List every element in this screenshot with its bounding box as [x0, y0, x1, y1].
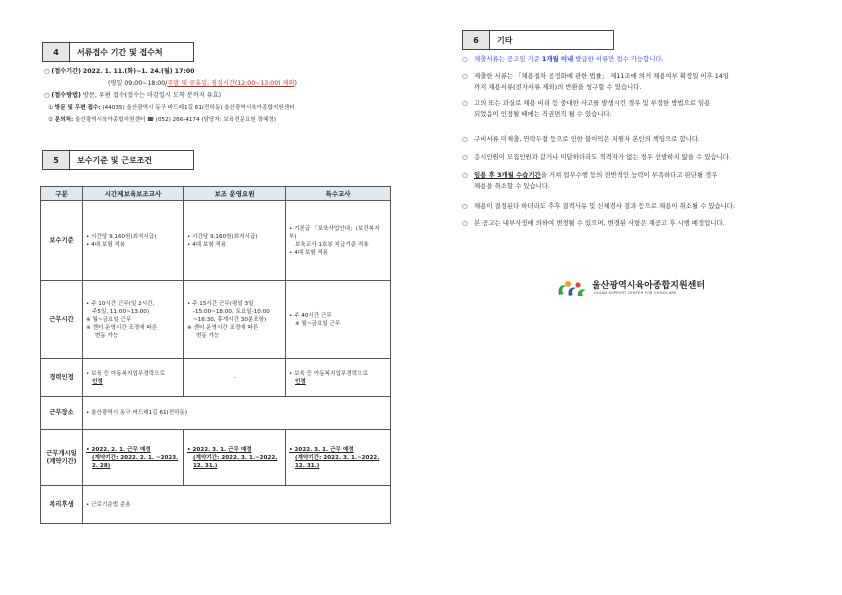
- row-label: [41, 430, 83, 486]
- cell: [286, 201, 391, 281]
- cell-text: 주5일, 11:00~13:00): [92, 308, 150, 315]
- note-item: ○ 구비서류 미제출, 연락두절 등으로 인한 불이익은 지원자 본인의 책임으로 합니다.: [462, 134, 802, 145]
- cell: [184, 201, 286, 281]
- cell-text: ※ 센터 운영시간 조정에 따른: [187, 324, 259, 331]
- section-title: 기타: [497, 35, 513, 45]
- note-text: 채용이 결정된다 하더라도 추후 결격사유 및 신체검사 결과 등으로 채용이 취소될 수 있습니다.: [474, 202, 735, 210]
- logo-mark-icon: [556, 278, 590, 300]
- note-text: 고의 또는 과실로 채용 비리 등 중대한 사고를 발생시킨 경우 및 부정한 방법으로 임용: [474, 99, 711, 107]
- table-header-row: [41, 187, 391, 201]
- cell-text: (계약기간: 2022. 3. 1.~2022.: [295, 454, 380, 461]
- cell-text: • 4대 보험 적용: [187, 241, 282, 249]
- visit-label: 방문 및 우편 접수:: [54, 105, 101, 111]
- cell-text: ※ 월~금요일 근무: [86, 316, 132, 323]
- note-emphasis: 임용 후 3개월 수습기간: [474, 171, 541, 179]
- hours-line: [108, 79, 297, 88]
- cell: [184, 430, 286, 486]
- cell-text: 12. 31.): [193, 462, 218, 469]
- row-label-text: 근무개시일: [46, 449, 77, 457]
- method-label: (접수방법): [51, 92, 81, 99]
- section-title: 서류접수 기간 및 접수처: [77, 47, 163, 57]
- section-number: 5: [43, 151, 70, 169]
- col-header: 구분: [41, 187, 83, 201]
- cell-text: • 4대 보험 적용: [289, 249, 387, 257]
- cell: [286, 430, 391, 486]
- table-row-start: [41, 430, 391, 486]
- note-item: ○ 제출한 서류는 「채용절차 공정화에 관한 법률」 제11조에 의거 채용여부 확정일 이후 14일 까지 채용서류(전자서류 제외)의 반환을 청구할 수 있습니다.: [462, 71, 802, 92]
- table-row-place: [41, 397, 391, 430]
- note-item: ○ 임용 후 3개월 수습기간을 거쳐 업무수행 등의 전반적인 능력이 부족하다고 판단될 경우 채용을 취소할 수 있습니다.: [462, 170, 802, 191]
- section-4-header: [42, 42, 194, 62]
- note-text: 본 공고는 내부사정에 의하여 변경될 수 있으며, 변경된 사항은 재공고 후 시행 예정입니다.: [474, 219, 725, 227]
- note-text: 발급한 서류만 접수 가능합니다.: [573, 55, 664, 63]
- section-6-header: [462, 30, 614, 50]
- method-value: 방문, 우편 접수(접수는 마감일시 도착 분까지 유효): [82, 92, 222, 99]
- note-emphasis: 1개월 이내: [541, 55, 574, 63]
- note-text: 구비서류 미제출, 연락두절 등으로 인한 불이익은 지원자 본인의 책임으로 합니다.: [474, 135, 701, 143]
- note-text: 까지 채용서류(전자서류 제외)의 반환을 청구할 수 있습니다.: [474, 82, 642, 91]
- col-header: 시간제보육보조교사: [83, 187, 184, 201]
- cell-text: • 2022. 2. 1. 근무 예정: [86, 446, 180, 454]
- cell-text: 12. 31.): [295, 462, 320, 469]
- table-row-hours: [41, 281, 391, 359]
- visit-value: (44035) 울산광역시 동구 바드래1길 61(전하동) 울산광역시육아종합지원센터: [102, 105, 295, 111]
- cell-text: (계약기간: 2022. 2. 1. ~2023.: [92, 454, 179, 461]
- note-item: ○ 고의 또는 과실로 채용 비리 등 중대한 사고를 발생시킨 경우 및 부정한 방법으로 임용 되었음이 인정될 때에는 직권면직 될 수 있습니다.: [462, 98, 802, 119]
- section-number: 4: [43, 43, 70, 61]
- cell-text: • 주 40시간 근무: [289, 312, 387, 320]
- cell-text: • 시간당 9,160원(최저시급): [86, 233, 180, 241]
- cell-text: • 주 15시간 근무(평일 3일: [187, 300, 282, 308]
- cell: [286, 359, 391, 397]
- cell-text: -15:00~18:00, 토요일-10:00: [193, 308, 270, 315]
- col-header: 특수교사: [286, 187, 391, 201]
- cell-text: • 시간당 9,160원(최저시급): [187, 233, 282, 241]
- method-line: ○ (접수방법) 방문, 우편 접수(접수는 마감일시 도착 분까지 유효): [44, 92, 222, 99]
- col-header: 보조 운영요원: [184, 187, 286, 201]
- section-title: 보수기준 및 근로조건: [77, 155, 153, 165]
- note-text: 채용을 취소할 수 있습니다.: [474, 181, 551, 190]
- table-row-pay: [41, 201, 391, 281]
- cell-text: 2. 28): [92, 462, 111, 469]
- note-text: 제출한 서류는 「채용절차 공정화에 관한 법률」 제11조에 의거 채용여부 확정일 이후 14일: [474, 72, 730, 80]
- inquiry-line: ② 문의처: 울산광역시육아종합지원센터 ☎ (052) 266-4174 (담당자: 보육전문요원 장혜정): [48, 117, 276, 123]
- cell-text: 인정: [92, 378, 103, 385]
- cell-text: ※ 센터 운영시간 조정에 따른: [86, 324, 158, 331]
- cell: [83, 359, 184, 397]
- cell: [83, 486, 391, 524]
- cell-text: • 보육 등 아동복지업무경력으로: [289, 370, 387, 378]
- cell: [184, 281, 286, 359]
- cell-text: • 주 10시간 근무(일 2시간,: [86, 300, 180, 308]
- hours-close: ): [294, 80, 297, 87]
- visit-line: ① 방문 및 우편 접수: (44035) 울산광역시 동구 바드래1길 61(전하동) 울산광역시육아종합지원센터: [48, 105, 295, 111]
- cell-text: ※ 월~금요일 근무: [295, 320, 341, 327]
- cell-text: • 보육 등 아동복지업무경력으로: [86, 370, 180, 378]
- row-label: 복리후생: [41, 486, 83, 524]
- note-text: 되었음이 인정될 때에는 직권면직 될 수 있습니다.: [474, 109, 612, 118]
- cell-text: • 근로기준법 준용: [86, 502, 131, 508]
- note-item: ○ 제출서류는 공고일 기준 1개월 이내 발급한 서류만 접수 가능합니다.: [462, 55, 664, 63]
- section-5-header: [42, 150, 194, 170]
- row-label: 근무장소: [41, 397, 83, 430]
- cell-text: • 울산광역시 동구 바드래1길 61(전하동): [86, 410, 187, 416]
- logo-name-en: ULSAN SUPPORT CENTER FOR CHILDCARE: [594, 291, 677, 295]
- row-label: 보수기준: [41, 201, 83, 281]
- note-item: ○ 본 공고는 내부사정에 의하여 변경될 수 있으며, 변경된 사항은 재공고 후 시행 예정입니다.: [462, 218, 802, 229]
- note-item: ○ 채용이 결정된다 하더라도 추후 결격사유 및 신체검사 결과 등으로 채용이 취소될 수 있습니다.: [462, 201, 802, 212]
- cell-text: (계약기간: 2022. 3. 1.~2022.: [193, 454, 278, 461]
- row-label: 경력인정: [41, 359, 83, 397]
- cell: [83, 430, 184, 486]
- cell-text: 변동 가능: [95, 332, 119, 339]
- inquiry-label: 문의처:: [54, 117, 74, 123]
- note-text: 응시인원이 모집인원과 같거나 미달하더라도 적격자가 없는 경우 선발하지 않을 수 있습니다.: [474, 153, 731, 161]
- table-row-career: [41, 359, 391, 397]
- logo-name-ko: 울산광역시육아종합지원센터: [592, 281, 706, 291]
- table-row-welfare: [41, 486, 391, 524]
- section-number: 6: [463, 31, 490, 49]
- cell-text: 인정: [295, 378, 306, 385]
- row-label: 근무시간: [41, 281, 83, 359]
- period-label: (접수기간): [51, 68, 81, 75]
- note-item: ○ 응시인원이 모집인원과 같거나 미달하더라도 적격자가 없는 경우 선발하지 않을 수 있습니다.: [462, 152, 802, 163]
- cell: -: [184, 359, 286, 397]
- cell-text: • 2022. 3. 1. 근무 예정: [187, 446, 282, 454]
- note-text: 제출서류는 공고일 기준: [474, 55, 542, 63]
- cell-text: • 기본급 「보육사업안내」(보건복지부): [289, 225, 387, 241]
- hours-text: (평일 09:00~18:00/: [108, 80, 168, 87]
- cell-text: 변동 가능: [196, 332, 220, 339]
- cell: [286, 281, 391, 359]
- note-text: 을 거쳐 업무수행 등의 전반적인 능력이 부족하다고 판단될 경우: [540, 171, 718, 179]
- period-line: ○ (접수기간) 2022. 1. 11.(화)~1. 24.(월) 17:00: [44, 68, 195, 75]
- period-value: 2022. 1. 11.(화)~1. 24.(월) 17:00: [82, 68, 195, 75]
- conditions-table: [40, 186, 391, 524]
- hours-excluded: 주말 및 공휴일, 점심시간(12:00~13:00) 제외: [167, 80, 295, 87]
- cell: [83, 201, 184, 281]
- cell-text: 보육교사 1호봉 지급기준 적용: [295, 241, 369, 248]
- cell-text: • 4대 보험 적용: [86, 241, 180, 249]
- inquiry-value: 울산광역시육아종합지원센터 ☎ (052) 266-4174 (담당자: 보육전문요원 장혜정): [75, 117, 276, 123]
- row-label-text: (계약기간): [46, 457, 77, 465]
- cell-text: • 2022. 3. 1. 근무 예정: [289, 446, 387, 454]
- cell: [83, 281, 184, 359]
- cell: [83, 397, 391, 430]
- cell-text: ~16:30, 휴게시간 30분포함): [193, 316, 267, 323]
- center-logo: [556, 277, 736, 301]
